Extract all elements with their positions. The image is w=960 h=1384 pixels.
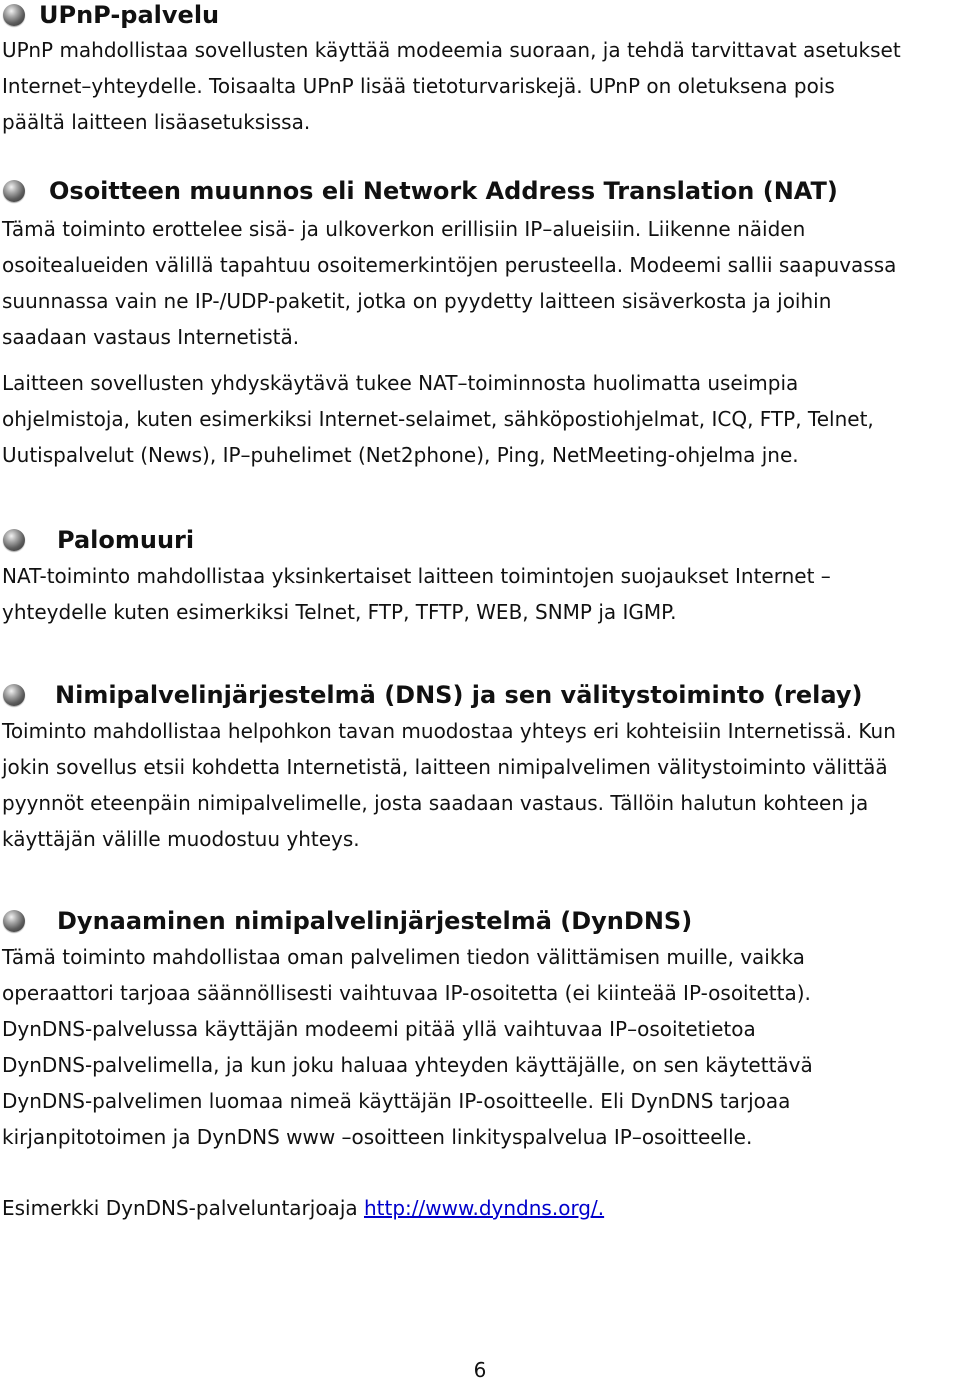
paragraph-line: Internet–yhteydelle. Toisaalta UPnP lisää tietoturvariskejä. UPnP on oletuksena pois xyxy=(2,74,835,98)
section-body xyxy=(0,713,896,857)
bullet-icon xyxy=(3,910,25,932)
paragraph-line: Tämä toiminto mahdollistaa oman palvelimen tiedon välittämisen muille, vaikka xyxy=(2,945,805,969)
paragraph-line: pyynnöt eteenpäin nimipalvelimelle, josta saadaan vastaus. Tällöin halutun kohteen ja xyxy=(2,791,869,815)
section-title: Dynaaminen nimipalvelinjärjestelmä (DynDNS) xyxy=(57,907,693,935)
paragraph-line: Uutispalvelut (News), IP–puhelimet (Net2phone), Ping, NetMeeting-ohjelma jne. xyxy=(2,443,799,467)
section-title: UPnP-palvelu xyxy=(39,1,220,29)
section-body-2 xyxy=(0,365,874,473)
bullet-icon xyxy=(3,4,25,26)
section-firewall xyxy=(0,524,958,624)
paragraph-line: Toiminto mahdollistaa helpohkon tavan muodostaa yhteys eri kohteisiin Internetissä. Kun xyxy=(2,719,896,743)
section-heading xyxy=(0,679,958,711)
paragraph-line: kirjanpitotoimen ja DynDNS www –osoitteen linkityspalvelua IP–osoitteelle. xyxy=(2,1125,753,1149)
paragraph-line: operaattori tarjoaa säännöllisesti vaihtuvaa IP-osoitetta (ei kiinteää IP-osoitetta). xyxy=(2,981,811,1005)
paragraph-line: NAT-toiminto mahdollistaa yksinkertaiset laitteen toimintojen suojaukset Internet – xyxy=(2,564,831,588)
section-body xyxy=(0,32,901,140)
bullet-icon xyxy=(3,180,25,202)
section-title: Palomuuri xyxy=(57,526,195,554)
section-heading xyxy=(0,175,958,207)
example-text: Esimerkki DynDNS-palveluntarjoaja xyxy=(2,1196,364,1220)
paragraph-line: DynDNS-palvelimella, ja kun joku haluaa yhteyden käyttäjälle, on sen käytettävä xyxy=(2,1053,813,1077)
paragraph-line: DynDNS-palvelimen luomaa nimeä käyttäjän IP-osoitteelle. Eli DynDNS tarjoaa xyxy=(2,1089,791,1113)
paragraph-line: ohjelmistoja, kuten esimerkiksi Internet-selaimet, sähköpostiohjelmat, ICQ, FTP, Telnet, xyxy=(2,407,874,431)
section-body xyxy=(0,211,896,355)
paragraph-line: jokin sovellus etsii kohdetta Internetistä, laitteen nimipalvelimen välitystoiminto välittää xyxy=(2,755,888,779)
paragraph-line: käyttäjän välille muodostuu yhteys. xyxy=(2,827,360,851)
paragraph-line: UPnP mahdollistaa sovellusten käyttää modeemia suoraan, ja tehdä tarvittavat asetukset xyxy=(2,38,901,62)
section-title: Osoitteen muunnos eli Network Address Translation (NAT) xyxy=(49,177,838,205)
section-dns xyxy=(0,679,958,851)
section-heading xyxy=(0,0,958,30)
section-title: Nimipalvelinjärjestelmä (DNS) ja sen välitystoiminto (relay) xyxy=(55,681,863,709)
paragraph-line: osoitealueiden välillä tapahtuu osoitemerkintöjen perusteella. Modeemi sallii saapuvassa xyxy=(2,253,897,277)
section-nat xyxy=(0,175,958,467)
bullet-icon xyxy=(3,684,25,706)
paragraph-line: DynDNS-palvelussa käyttäjän modeemi pitää yllä vaihtuvaa IP–osoitetietoa xyxy=(2,1017,756,1041)
section-body xyxy=(0,558,831,630)
page-number: 6 xyxy=(473,1358,487,1382)
section-heading xyxy=(0,905,958,937)
section-dyndns xyxy=(0,905,958,1220)
section-heading xyxy=(0,524,958,556)
bullet-icon xyxy=(3,529,25,551)
section-upnp xyxy=(0,0,958,134)
section-body xyxy=(0,939,813,1155)
paragraph-line: Tämä toiminto erottelee sisä- ja ulkoverkon erillisiin IP–alueisiin. Liikenne näiden xyxy=(2,217,806,241)
paragraph-line: saadaan vastaus Internetistä. xyxy=(2,325,300,349)
dyndns-link[interactable]: http://www.dyndns.org/. xyxy=(363,1196,605,1220)
paragraph-line: yhteydelle kuten esimerkiksi Telnet, FTP, TFTP, WEB, SNMP ja IGMP. xyxy=(2,600,677,624)
example-paragraph xyxy=(0,1190,604,1226)
paragraph-line: päältä laitteen lisäasetuksissa. xyxy=(2,110,311,134)
paragraph-line: Laitteen sovellusten yhdyskäytävä tukee NAT–toiminnosta huolimatta useimpia xyxy=(2,371,799,395)
paragraph-line: suunnassa vain ne IP-/UDP-paketit, jotka on pyydetty laitteen sisäverkosta ja joihin xyxy=(2,289,832,313)
example-line xyxy=(0,1190,604,1226)
